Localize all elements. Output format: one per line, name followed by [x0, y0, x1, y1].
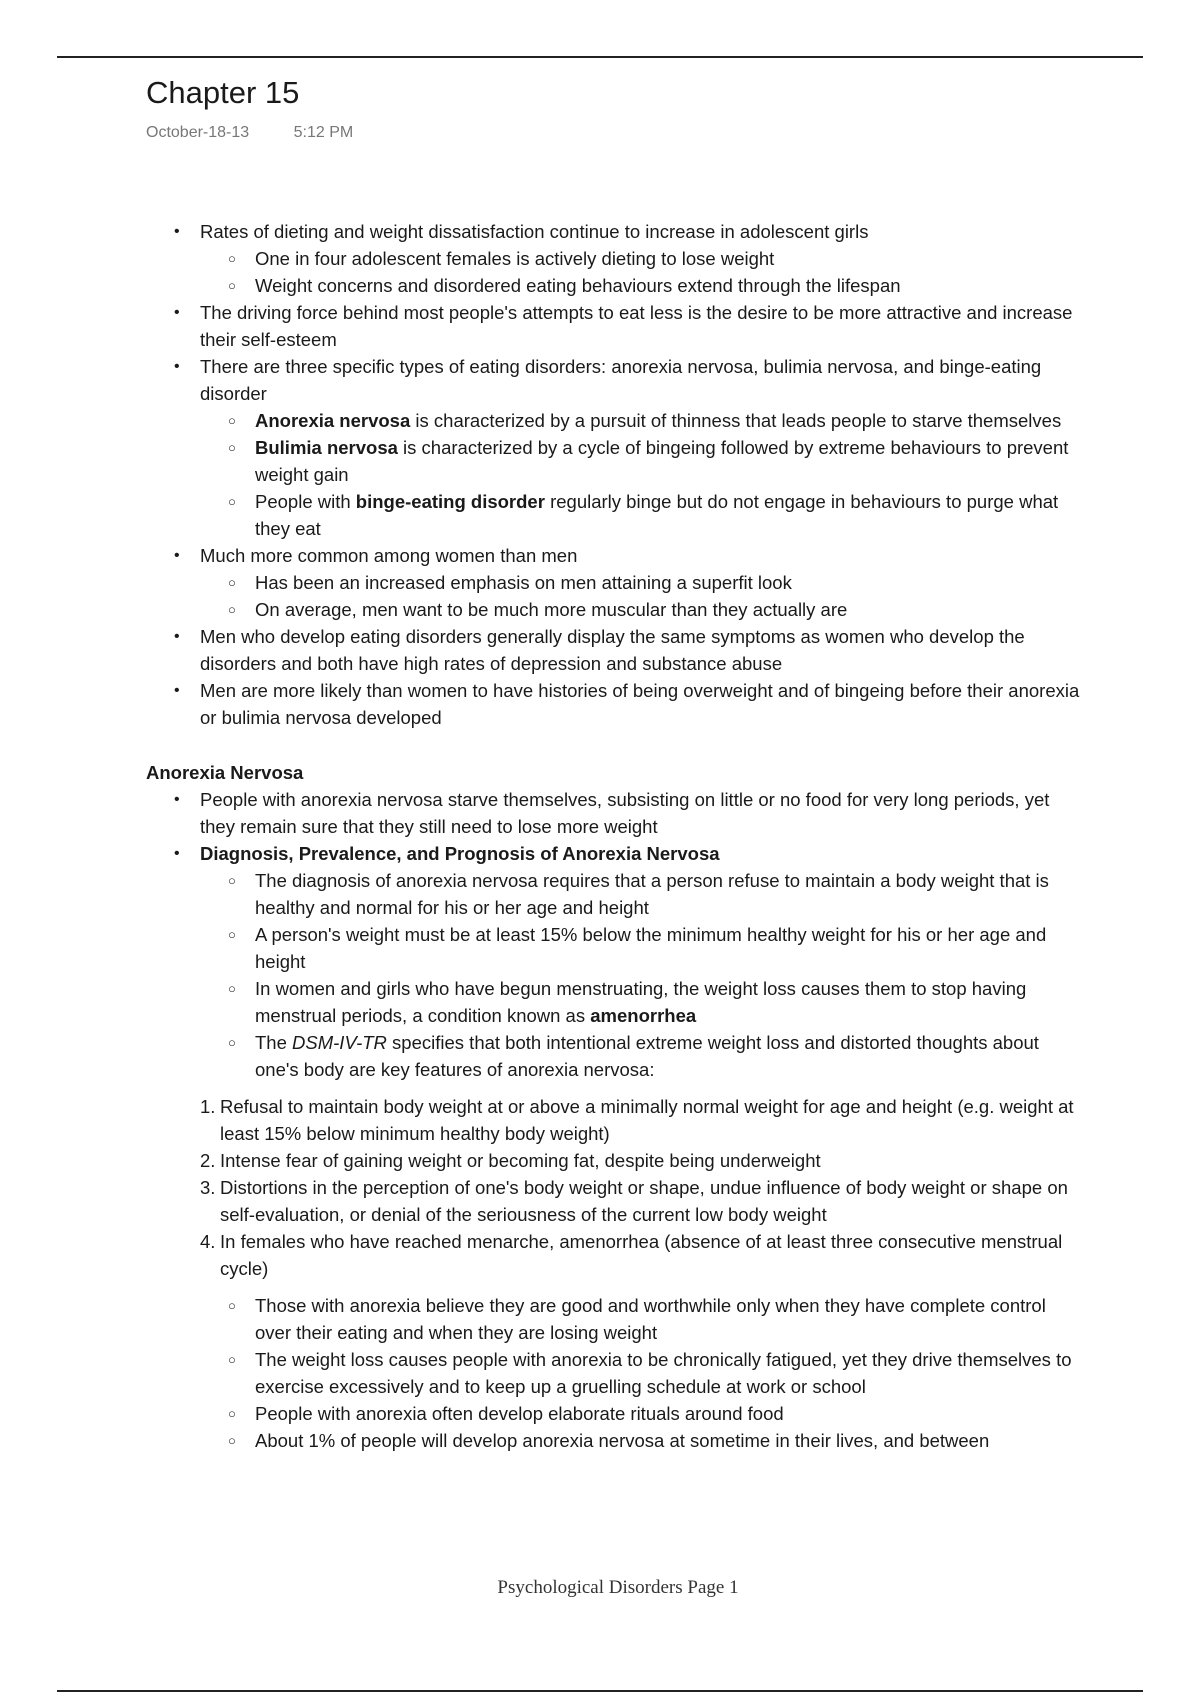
bullet-icon: •	[174, 628, 180, 645]
list-item: ○ People with anorexia often develop elaborate rituals around food	[255, 1400, 1086, 1427]
list-item: ○ Has been an increased emphasis on men attaining a superfit look	[255, 569, 1086, 596]
list-item: ○ About 1% of people will develop anorexia nervosa at sometime in their lives, and between	[255, 1427, 1086, 1454]
circle-bullet-icon: ○	[228, 1352, 236, 1367]
page-footer: Psychological Disorders Page 1	[497, 1577, 739, 1598]
list-item: ○ The DSM-IV-TR specifies that both intentional extreme weight loss and distorted thoughts about one's body are key features of anorexia nervosa:	[255, 1029, 1086, 1083]
term-amenorrhea: amenorrhea	[590, 1005, 697, 1026]
list-item: • Much more common among women than men ○ Has been an increased emphasis on men attaining a superfit look ○ On average, men want to be much more muscular than they actually are	[200, 542, 1086, 623]
anorexia-list	[146, 786, 1086, 1083]
list-item: • Men are more likely than women to have histories of being overweight and of bingeing before their anorexia or bulimia nervosa developed	[200, 677, 1086, 731]
criteria-item: 1. Refusal to maintain body weight at or above a minimally normal weight for age and height (e.g. weight at least 15% below minimum healthy body weight)	[200, 1096, 1074, 1144]
intro-list	[146, 218, 1086, 731]
bullet-icon: •	[174, 547, 180, 564]
list-item: ○ Bulimia nervosa is characterized by a cycle of bingeing followed by extreme behaviours to prevent weight gain	[255, 434, 1086, 488]
list-item: ○ One in four adolescent females is actively dieting to lose weight	[255, 245, 1086, 272]
criteria-item: 3. Distortions in the perception of one's body weight or shape, undue influence of body weight or shape on self-evaluation, or denial of the seriousness of the current low body weight	[200, 1177, 1068, 1225]
list-item	[174, 840, 1086, 1083]
term-bulimia: Bulimia nervosa	[255, 437, 398, 458]
list-item: • Rates of dieting and weight dissatisfaction continue to increase in adolescent girls ○ One in four adolescent females is actively dieting to lose weight ○ Weight concerns and disordered eating behaviours extend through the lifespan	[200, 218, 1086, 299]
bullet-icon: •	[174, 358, 180, 375]
circle-bullet-icon: ○	[228, 1406, 236, 1421]
circle-bullet-icon: ○	[228, 440, 236, 455]
circle-bullet-icon: ○	[228, 873, 236, 888]
note-body	[146, 218, 1086, 1454]
criteria-item: 4. In females who have reached menarche, amenorrhea (absence of at least three consecutive menstrual cycle)	[200, 1231, 1063, 1279]
list-item: • Men who develop eating disorders generally display the same symptoms as women who develop the disorders and both have high rates of depression and substance abuse	[200, 623, 1086, 677]
list-item: ○ The diagnosis of anorexia nervosa requires that a person refuse to maintain a body weight that is healthy and normal for his or her age and height	[255, 867, 1086, 921]
subheading-diagnosis: Diagnosis, Prevalence, and Prognosis of Anorexia Nervosa	[200, 843, 720, 864]
circle-bullet-icon: ○	[228, 575, 236, 590]
list-item: ○ In women and girls who have begun menstruating, the weight loss causes them to stop having menstrual periods, a condition known as amenorrhea	[255, 975, 1086, 1029]
list-item: ○ Weight concerns and disordered eating behaviours extend through the lifespan	[255, 272, 1086, 299]
list-item: ○ On average, men want to be much more muscular than they actually are	[255, 596, 1086, 623]
criteria-item: 2. Intense fear of gaining weight or becoming fat, despite being underweight	[200, 1150, 821, 1171]
bullet-icon: •	[174, 845, 180, 862]
note-time: 5:12 PM	[293, 124, 354, 141]
circle-bullet-icon: ○	[228, 413, 236, 428]
note-date: October-18-13	[146, 124, 250, 141]
list-item: ○ A person's weight must be at least 15% below the minimum healthy weight for his or her age and height	[255, 921, 1086, 975]
bullet-icon: •	[174, 304, 180, 321]
circle-bullet-icon: ○	[228, 981, 236, 996]
bullet-icon: •	[174, 791, 180, 808]
circle-bullet-icon: ○	[228, 1298, 236, 1313]
term-binge-eating: binge-eating disorder	[355, 491, 545, 512]
top-rule	[57, 56, 1143, 58]
list-item: • The driving force behind most people's attempts to eat less is the desire to be more attractive and increase their self-esteem	[200, 299, 1086, 353]
circle-bullet-icon: ○	[228, 251, 236, 266]
list-item: ○ Those with anorexia believe they are good and worthwhile only when they have complete control over their eating and when they are losing weight	[255, 1292, 1086, 1346]
anorexia-sublist-continued	[146, 1292, 1086, 1454]
bullet-icon: •	[174, 682, 180, 699]
term-dsm: DSM-IV-TR	[292, 1032, 387, 1053]
page-title: Chapter 15	[146, 75, 300, 110]
circle-bullet-icon: ○	[228, 602, 236, 617]
list-item: ○ The weight loss causes people with anorexia to be chronically fatigued, yet they drive themselves to exercise excessively and to keep up a gruelling schedule at work or school	[255, 1346, 1086, 1400]
section-heading-anorexia: Anorexia Nervosa	[146, 762, 304, 783]
bullet-icon: •	[174, 223, 180, 240]
bottom-rule	[57, 1690, 1143, 1692]
list-item: • People with anorexia nervosa starve themselves, subsisting on little or no food for very long periods, yet they remain sure that they still need to lose more weight	[200, 786, 1086, 840]
circle-bullet-icon: ○	[228, 927, 236, 942]
term-anorexia: Anorexia nervosa	[255, 410, 411, 431]
circle-bullet-icon: ○	[228, 1433, 236, 1448]
circle-bullet-icon: ○	[228, 494, 236, 509]
dsm-criteria-list	[146, 1093, 1086, 1282]
list-item: ○ People with binge-eating disorder regularly binge but do not engage in behaviours to purge what they eat	[255, 488, 1086, 542]
circle-bullet-icon: ○	[228, 1035, 236, 1050]
note-timestamp	[146, 124, 353, 142]
circle-bullet-icon: ○	[228, 278, 236, 293]
list-item: ○ Anorexia nervosa is characterized by a pursuit of thinness that leads people to starve themselves	[255, 407, 1086, 434]
list-item: • There are three specific types of eating disorders: anorexia nervosa, bulimia nervosa, and binge-eating disorder ○ Anorexia nervosa is characterized by a pursuit of thinness that leads people to starve themselves ○ Bulimia nervosa is characterized by a cycle of bingeing followed by extreme behaviours to prevent weight gain ○ People with binge-eating disorder regularly binge but do not engage in behaviours to purge what they eat	[200, 353, 1086, 542]
